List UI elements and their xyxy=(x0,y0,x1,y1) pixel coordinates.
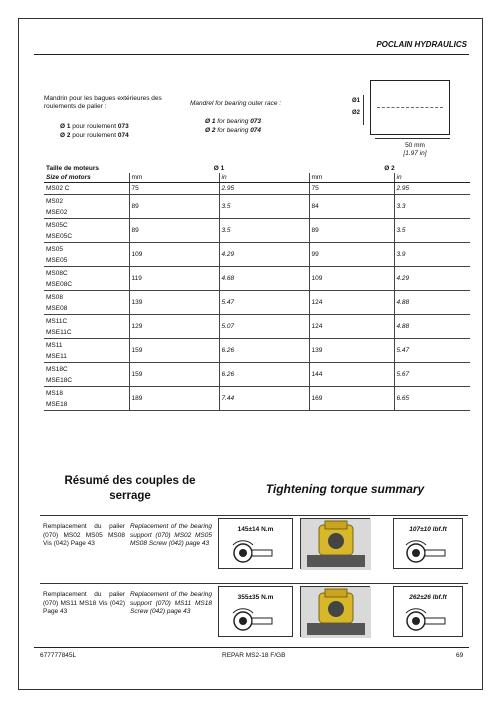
mandrel-size-table xyxy=(44,164,470,411)
motor-name: MS08 xyxy=(46,293,63,301)
torque-wrench-icon xyxy=(394,587,464,638)
mandrel-width-line xyxy=(375,138,450,139)
bearing-photo xyxy=(300,586,370,637)
table-row xyxy=(44,315,470,339)
motor-name: MSE02 xyxy=(46,208,68,216)
motor-name: MS02 C xyxy=(46,185,70,192)
torque-lbf-box xyxy=(393,586,463,637)
mandrel-d2-label: Ø2 xyxy=(352,110,361,116)
value-cell: 5.67 xyxy=(394,363,470,387)
table-row xyxy=(44,195,470,219)
value-cell: 75 xyxy=(309,183,394,195)
motor-name: MSE18C xyxy=(46,376,73,384)
motor-size-cell xyxy=(44,267,129,291)
motor-size-cell xyxy=(44,291,129,315)
torque-wrench-icon xyxy=(219,587,294,638)
motor-size-cell xyxy=(44,315,129,339)
bearing-photo xyxy=(300,518,370,569)
mandrel-diagram xyxy=(370,80,450,135)
bearing-list-fr xyxy=(60,123,129,140)
value-cell: 2.95 xyxy=(219,183,309,195)
intro-en-title: Mandrel for bearing outer race : xyxy=(190,100,282,107)
motor-size-cell xyxy=(44,243,129,267)
col-head-d2: Ø 2 xyxy=(384,165,395,172)
table-row xyxy=(44,219,470,243)
intro-french xyxy=(44,95,194,111)
mandrel-dim-mm: 50 mm xyxy=(405,142,425,149)
motor-name: MSE05 xyxy=(46,256,68,264)
motor-name: MSE18 xyxy=(46,400,68,408)
list-item: Ø 1 for bearing 073 xyxy=(205,118,262,125)
value-cell: 139 xyxy=(309,339,394,363)
torque-row xyxy=(40,515,468,571)
motor-name: MSE11C xyxy=(46,328,72,336)
summary-title-en: Tightening torque summary xyxy=(265,482,425,496)
bearing-tool-image xyxy=(301,587,371,638)
footer-ref: 677777845L xyxy=(40,652,77,659)
value-cell: 129 xyxy=(129,315,219,339)
value-cell: 4.88 xyxy=(394,315,470,339)
torque-lbf-value: 262±26 lbf.ft xyxy=(409,594,447,601)
motor-name: MS18C xyxy=(46,365,68,373)
col-head-en: Size of motors xyxy=(44,173,129,183)
table-row xyxy=(44,267,470,291)
table-row xyxy=(44,363,470,387)
bearing-list-en xyxy=(205,118,261,135)
motor-name: MS18 xyxy=(46,389,63,397)
value-cell: 6.65 xyxy=(394,387,470,411)
value-cell: 3.3 xyxy=(394,195,470,219)
value-cell: 144 xyxy=(309,363,394,387)
motor-name: MSE05C xyxy=(46,232,73,240)
brand-name: POCLAIN HYDRAULICS xyxy=(376,40,467,49)
footer-title: REPAR MS2-18 F/GB xyxy=(222,652,286,659)
value-cell: 109 xyxy=(129,243,219,267)
footer-rule xyxy=(34,647,469,648)
value-cell: 124 xyxy=(309,291,394,315)
motor-name: MSE11 xyxy=(46,352,67,360)
value-cell: 3.9 xyxy=(394,243,470,267)
motor-size-cell xyxy=(44,195,129,219)
intro-fr-title: Mandrin pour les bagues extérieures des roulements de palier : xyxy=(44,95,162,110)
torque-lbf-box xyxy=(393,518,463,569)
mandrel-dimension xyxy=(380,142,450,158)
unit-label: mm xyxy=(309,173,394,183)
list-item: Ø 2 pour roulement 074 xyxy=(60,131,129,139)
intro-english xyxy=(190,100,320,108)
table-row xyxy=(44,387,470,411)
value-cell: 3.5 xyxy=(219,195,309,219)
value-cell: 189 xyxy=(129,387,219,411)
motor-name: MSE08 xyxy=(46,304,68,312)
motor-name: MSE08C xyxy=(46,280,73,288)
motor-size-cell xyxy=(44,339,129,363)
torque-text-fr: Remplacement du palier (070) MS11 MS18 Vis (042) Page 43 xyxy=(43,591,125,615)
table-row xyxy=(44,243,470,267)
table-row xyxy=(44,339,470,363)
value-cell: 139 xyxy=(129,291,219,315)
motor-size-cell xyxy=(44,183,129,195)
page-number: 69 xyxy=(456,652,464,659)
torque-wrench-icon xyxy=(394,519,464,570)
value-cell: 109 xyxy=(309,267,394,291)
value-cell: 84 xyxy=(309,195,394,219)
value-cell: 99 xyxy=(309,243,394,267)
motor-name: MS02 xyxy=(46,197,63,205)
unit-label: in xyxy=(394,173,470,183)
torque-text-fr: Remplacement du palier (070) MS02 MS05 MS08 Vis (042) Page 43 xyxy=(43,523,125,547)
list-item: Ø 1 pour roulement 073 xyxy=(60,123,129,130)
mandrel-d1-label: Ø1 xyxy=(352,98,361,104)
unit-label: mm xyxy=(129,173,219,183)
unit-label: in xyxy=(219,173,309,183)
col-head-fr: Taille de moteurs xyxy=(46,165,99,172)
motor-name: MS08C xyxy=(46,269,68,277)
value-cell: 169 xyxy=(309,387,394,411)
table-row xyxy=(44,291,470,315)
summary-title-fr: Résumé des couples de serrage xyxy=(64,475,196,502)
mandrel-dim-in: [1.97 in] xyxy=(403,150,427,157)
value-cell: 5.47 xyxy=(394,339,470,363)
value-cell: 5.07 xyxy=(219,315,309,339)
value-cell: 124 xyxy=(309,315,394,339)
torque-lbf-value: 107±10 lbf.ft xyxy=(409,526,447,533)
value-cell: 4.68 xyxy=(219,267,309,291)
value-cell: 3.5 xyxy=(219,219,309,243)
mandrel-dimension-line xyxy=(363,95,364,125)
value-cell: 7.44 xyxy=(219,387,309,411)
motor-name: MS05C xyxy=(46,221,68,229)
torque-text-en: Replacement of the bearing support (070) MS11 MS18 Screw (042) page 43 xyxy=(130,591,212,615)
motor-size-cell xyxy=(44,363,129,387)
torque-nm-box xyxy=(218,518,293,569)
value-cell: 159 xyxy=(129,363,219,387)
value-cell: 159 xyxy=(129,339,219,363)
value-cell: 2.95 xyxy=(394,183,470,195)
value-cell: 75 xyxy=(129,183,219,195)
motor-name: MS11 xyxy=(46,341,63,349)
table-row xyxy=(44,183,470,195)
value-cell: 5.47 xyxy=(219,291,309,315)
torque-nm-box xyxy=(218,586,293,637)
value-cell: 6.26 xyxy=(219,339,309,363)
col-head-d1: Ø 1 xyxy=(213,165,225,172)
value-cell: 4.29 xyxy=(394,267,470,291)
torque-nm-value: 145±14 N.m xyxy=(237,526,274,533)
value-cell: 4.29 xyxy=(219,243,309,267)
torque-wrench-icon xyxy=(219,519,294,570)
value-cell: 89 xyxy=(129,195,219,219)
motor-name: MS05 xyxy=(46,245,63,253)
value-cell: 89 xyxy=(129,219,219,243)
bearing-tool-image xyxy=(301,519,371,570)
list-item: Ø 2 for bearing 074 xyxy=(205,126,262,134)
torque-row xyxy=(40,583,468,639)
mandrel-centerline xyxy=(377,107,443,108)
value-cell: 6.26 xyxy=(219,363,309,387)
torque-nm-value: 355±35 N.m xyxy=(237,594,274,601)
value-cell: 4.88 xyxy=(394,291,470,315)
value-cell: 3.5 xyxy=(394,219,470,243)
value-cell: 119 xyxy=(129,267,219,291)
value-cell: 89 xyxy=(309,219,394,243)
torque-text-en: Replacement of the bearing support (070) MS02 MS05 MS08 Screw (042) page 43 xyxy=(130,523,212,547)
motor-size-cell xyxy=(44,387,129,411)
page-header xyxy=(34,40,469,55)
motor-name: MS11C xyxy=(46,317,68,325)
motor-size-cell xyxy=(44,219,129,243)
